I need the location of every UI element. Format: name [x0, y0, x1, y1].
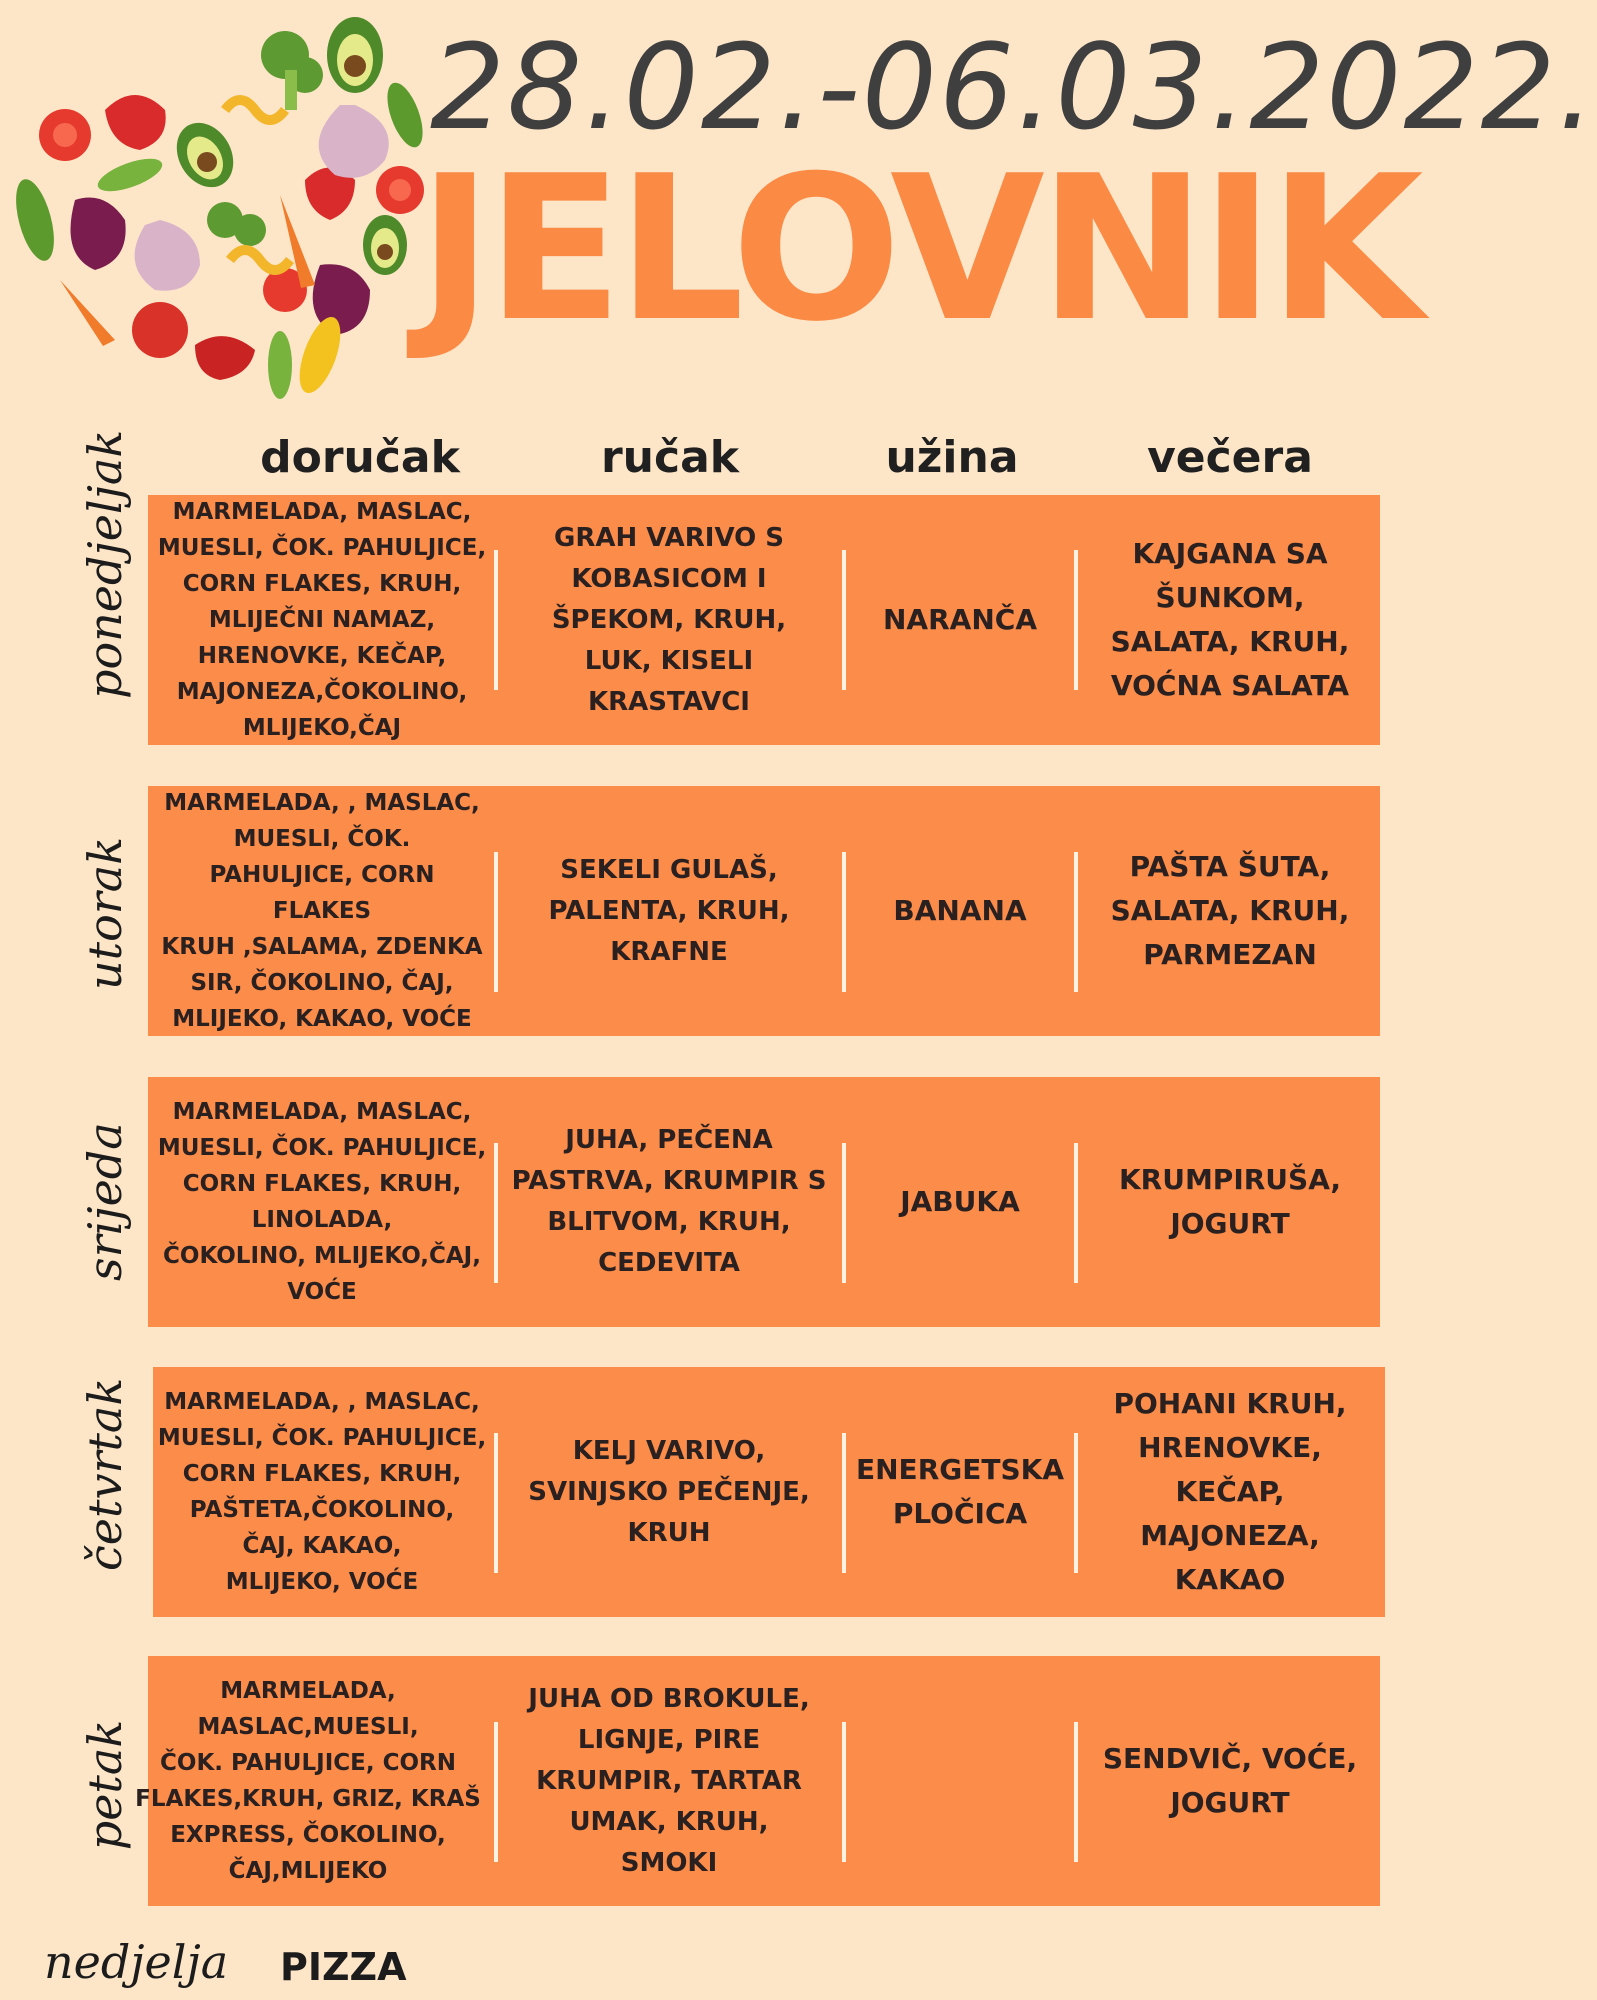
meal-lunch: KELJ VARIVO, SVINJSKO PEČENJE, KRUH — [528, 1435, 810, 1548]
pepper-icon — [195, 336, 255, 380]
column-header-snack: užina — [885, 432, 1019, 483]
meal-dinner: POHANI KRUH, HRENOVKE, KEČAP, MAJONEZA, KAKAO — [1113, 1387, 1347, 1596]
meal-breakfast: MARMELADA, , MASLAC, MUESLI, ČOK. PAHULJICE, CORN FLAKES KRUH ,SALAMA, ZDENKA SIR, ČOKOLINO, ČAJ, MLIJEKO, KAKAO, VOĆE — [161, 790, 483, 1032]
meal-snack: BANANA — [893, 894, 1027, 927]
page-title: JELOVNIK — [418, 133, 1418, 366]
pasta-icon — [230, 250, 290, 270]
column-divider — [1074, 852, 1078, 992]
garlic-icon — [319, 105, 389, 178]
meal-snack: JABUKA — [900, 1185, 1020, 1218]
meal-snack: NARANČA — [883, 603, 1037, 636]
meal-lunch: SEKELI GULAŠ, PALENTA, KRUH, KRAFNE — [548, 854, 790, 967]
carrot-icon — [60, 280, 115, 346]
column-header-breakfast: doručak — [260, 432, 460, 483]
column-divider — [1074, 1143, 1078, 1283]
column-header-lunch: ručak — [600, 432, 740, 483]
day-label-tuesday: utorak — [78, 836, 132, 990]
meal-dinner: KRUMPIRUŠA, JOGURT — [1118, 1163, 1342, 1240]
meal-breakfast: MARMELADA, MASLAC, MUESLI, ČOK. PAHULJICE, CORN FLAKES, KRUH, MLIJEČNI NAMAZ, HRENOVKE, KEČAP, MAJONEZA,ČOKOLINO, MLIJEKO,ČAJ — [157, 499, 487, 741]
column-divider — [1074, 550, 1078, 690]
date-range: 28.02.-06.03.2022. — [430, 18, 1597, 156]
beet-icon — [71, 198, 126, 271]
meal-breakfast: MARMELADA, , MASLAC, MUESLI, ČOK. PAHULJICE, CORN FLAKES, KRUH, PAŠTETA,ČOKOLINO, ČAJ, KAKAO, MLIJEKO, VOĆE — [157, 1389, 487, 1595]
meal-lunch: JUHA, PEČENA PASTRVA, KRUMPIR S BLITVOM, KRUH, CEDEVITA — [511, 1125, 827, 1278]
day-label-friday: petak — [78, 1719, 132, 1851]
day-label-wednesday: srijeda — [78, 1122, 132, 1281]
garlic-icon — [135, 220, 200, 291]
meal-lunch: GRAH VARIVO S KOBASICOM I ŠPEKOM, KRUH, LUK, KISELI KRASTAVCI — [551, 522, 787, 717]
pasta-icon — [225, 100, 285, 120]
meal-snack — [846, 1656, 1074, 1906]
meal-sunday: PIZZA — [280, 1945, 407, 1989]
cucumber-icon — [9, 175, 62, 264]
peas-icon — [268, 331, 292, 399]
meal-lunch: JUHA OD BROKULE, LIGNJE, PIRE KRUMPIR, TARTAR UMAK, KRUH, SMOKI — [528, 1683, 810, 1878]
meal-dinner: KAJGANA SA ŠUNKOM, SALATA, KRUH, VOĆNA SALATA — [1110, 537, 1350, 702]
peas-icon — [94, 152, 166, 198]
day-label-monday: ponedjeljak — [78, 429, 132, 699]
day-label-sunday: nedjelja — [44, 1935, 229, 1989]
meal-breakfast: MARMELADA, MASLAC,MUESLI, ČOK. PAHULJICE, CORN FLAKES,KRUH, GRIZ, KRAŠ EXPRESS, ČOKOLINO, ČAJ,MLIJEKO — [135, 1678, 481, 1884]
column-header-dinner: večera — [1147, 432, 1313, 483]
day-label-thursday: četvrtak — [78, 1377, 132, 1571]
vegetable-heart-illustration — [0, 0, 420, 420]
meal-breakfast: MARMELADA, MASLAC, MUESLI, ČOK. PAHULJICE, CORN FLAKES, KRUH, LINOLADA, ČOKOLINO, MLIJEKO,ČAJ, VOĆE — [157, 1099, 487, 1305]
meal-snack: ENERGETSKA PLOČICA — [856, 1453, 1064, 1530]
column-divider — [1074, 1722, 1078, 1862]
meal-dinner: SENDVIČ, VOĆE, JOGURT — [1102, 1742, 1358, 1819]
pepper-icon — [105, 95, 166, 150]
meal-dinner: PAŠTA ŠUTA, SALATA, KRUH, PARMEZAN — [1110, 850, 1350, 971]
tomato-icon — [132, 302, 188, 358]
column-divider — [1074, 1433, 1078, 1573]
